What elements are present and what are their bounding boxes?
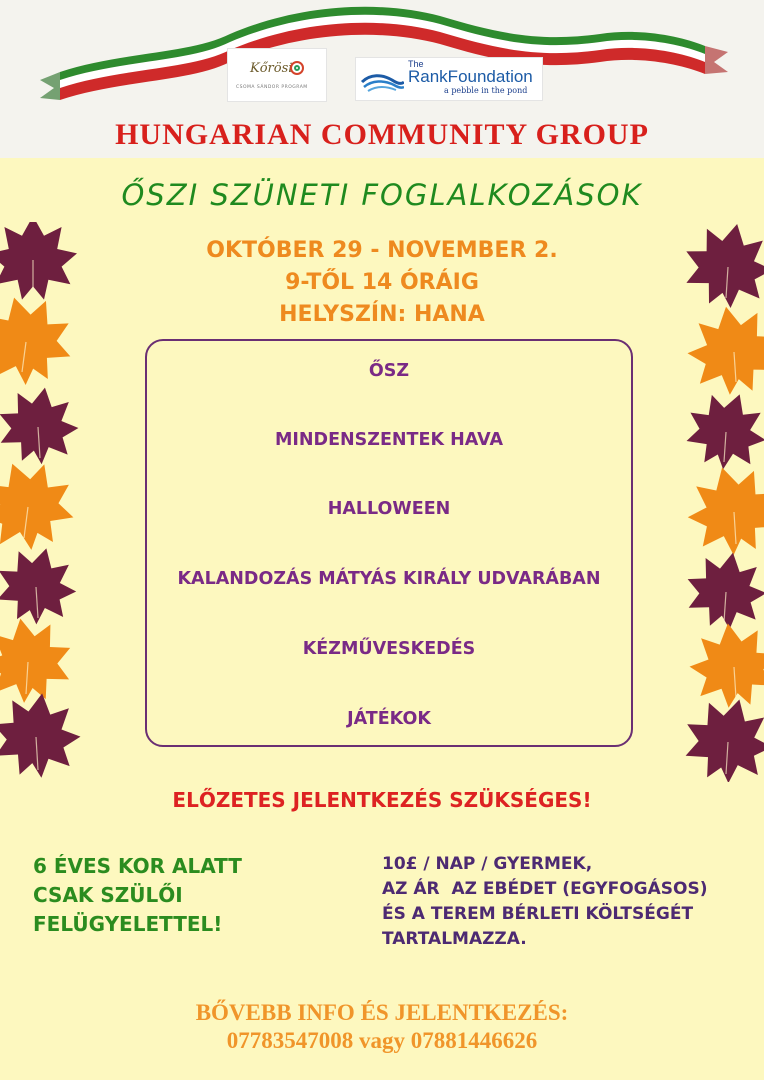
price-note-line: 10£ / NAP / GYERMEK, [382,854,593,874]
registration-required-note: ELŐZETES JELENTKEZÉS SZÜKSÉGES! [172,788,592,812]
koroi-logo-subtitle: CSOMA SÁNDOR PROGRAM [236,85,308,90]
activity-item: MINDENSZENTEK HAVA [274,430,504,450]
rank-tagline: a pebble in the pond [444,86,528,95]
page-title: ŐSZI SZÜNETI FOGLALKOZÁSOK [121,178,643,212]
age-note-line: CSAK SZÜLŐI [33,883,183,907]
rank-foundation-logo [356,58,542,100]
price-note-line: TARTALMAZZA. [382,929,527,949]
rank-the-text: The [408,59,424,69]
price-note [382,852,707,952]
wave-icon [360,66,404,94]
autumn-leaves-left [0,222,88,782]
rank-name-text: RankFoundation [408,67,533,86]
contact-phones: 07783547008 vagy 07881446626 [226,1028,538,1053]
activity-item: KALANDOZÁS MÁTYÁS KIRÁLY UDVARÁBAN [177,569,601,589]
event-dates: OKTÓBER 29 - NOVEMBER 2. [206,238,558,263]
event-location: HELYSZÍN: HANA [279,302,485,327]
price-note-line: ÉS A TEREM BÉRLETI KÖLTSÉGÉT [382,904,694,924]
info-heading: BŐVEBB INFO ÉS JELENTKEZÉS: [195,1000,569,1025]
activity-item: HALLOWEEN [327,499,451,519]
header-band [0,0,764,158]
age-note-line: FELÜGYELETTEL! [33,912,223,936]
autumn-leaves-right [676,222,764,782]
koroi-logo [228,49,326,101]
activity-item: ŐSZ [368,361,410,381]
price-note-line: AZ ÁR AZ EBÉDET (EGYFOGÁSOS) [382,879,708,899]
activities-box [145,339,633,747]
koroi-logo-text: Kőrösi [250,61,293,76]
activity-item: KÉZMŰVESKEDÉS [302,639,476,659]
event-hours: 9-TŐL 14 ÓRÁIG [285,270,479,295]
age-note-line: 6 ÉVES KOR ALATT [33,854,242,878]
activity-item: JÁTÉKOK [347,709,431,729]
age-supervision-note [33,852,242,939]
koroi-swirl-icon [290,61,304,75]
group-name: HUNGARIAN COMMUNITY GROUP [115,118,649,151]
